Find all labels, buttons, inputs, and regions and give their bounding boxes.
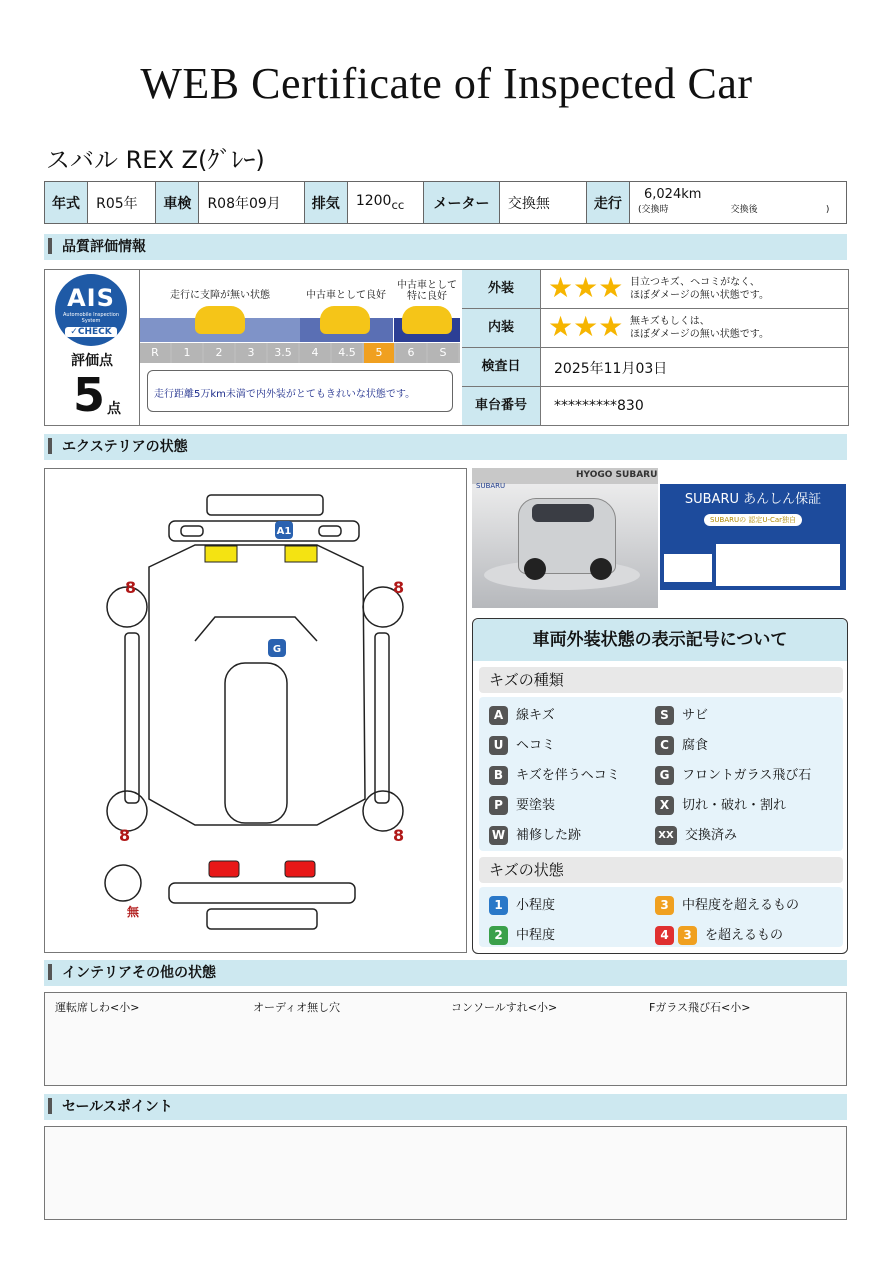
car-diagram-box xyxy=(44,468,467,953)
ais-logo: AIS Automobile Inspection System ✓CHECK xyxy=(55,274,127,346)
damage-kind-item xyxy=(489,764,620,785)
damage-kind-label: 交換済み xyxy=(685,828,738,843)
year-value: R05年 xyxy=(88,182,156,224)
exterior-section-header: エクステリアの状態 xyxy=(44,434,847,460)
damage-kind-label: 要塗装 xyxy=(516,798,556,813)
displacement-unit: cc xyxy=(391,197,405,212)
scale-step: 4.5 xyxy=(332,343,362,363)
legend-title: 車両外装状態の表示記号について xyxy=(473,619,847,661)
date-value: 2025年11月03日 xyxy=(554,361,668,377)
damage-kind-item xyxy=(655,794,786,815)
damage-kind-code: XX xyxy=(655,826,677,845)
legend-box xyxy=(472,618,848,954)
inspection-label: 車検 xyxy=(156,182,199,224)
interior-note: オーディオ無し穴 xyxy=(253,1001,341,1014)
damage-kind-item xyxy=(489,794,555,815)
photo-logo: SUBARU xyxy=(476,482,506,490)
quality-box xyxy=(44,269,849,426)
damage-state-label: 小程度 xyxy=(516,898,556,913)
after-swap: 交換後 xyxy=(730,205,758,215)
scale-step: 3.5 xyxy=(268,343,298,363)
mileage-value: 6,024km (交換時 交換後 ) xyxy=(630,182,847,224)
damage-kind-item xyxy=(655,824,737,845)
car-illustration xyxy=(195,306,245,334)
state-title: キズの状態 xyxy=(479,857,843,883)
interior-note: 運転席しわ<小> xyxy=(55,1001,140,1014)
chassis-value: *********830 xyxy=(554,398,644,414)
damage-kind-label: フロントガラス飛び石 xyxy=(682,768,812,783)
score-scale xyxy=(140,343,460,363)
damage-kind-label: ヘコミ xyxy=(516,738,556,753)
scale-step: R xyxy=(140,343,170,363)
tire-rl: 8 xyxy=(119,826,131,845)
page-title: WEB Certificate of Inspected Car xyxy=(140,59,753,108)
interior-stars: ★★★ xyxy=(548,310,624,343)
damage-kind-code: S xyxy=(655,706,674,725)
damage-kind-item xyxy=(655,764,811,785)
score-unit: 点 xyxy=(107,401,121,417)
damage-kind-item xyxy=(655,704,708,725)
damage-kind-code: A xyxy=(489,706,508,725)
damage-state-code: 3 xyxy=(655,896,674,915)
scale-step: 3 xyxy=(236,343,266,363)
inspection-value: R08年09月 xyxy=(199,182,304,224)
score-label: 評価点 xyxy=(71,353,113,369)
damage-kind-code: X xyxy=(655,796,674,815)
damage-kind-label: 補修した跡 xyxy=(516,828,582,843)
interior-box xyxy=(44,992,847,1086)
damage-state-item xyxy=(655,924,783,945)
photo-brand: HYOGO SUBARU xyxy=(576,470,658,480)
displacement-label: 排気 xyxy=(304,182,347,224)
anshin-badge: SUBARUの 認定U-Car独自 xyxy=(704,514,802,526)
kind-title: キズの種類 xyxy=(479,667,843,693)
chassis-label: 車台番号 xyxy=(462,387,541,425)
car-diagram xyxy=(45,469,466,952)
damage-kind-label: キズを伴うヘコミ xyxy=(516,768,620,783)
damage-kind-label: 腐食 xyxy=(682,738,709,753)
damage-state-code: 2 xyxy=(489,926,508,945)
mark-a1-text: A1 xyxy=(276,526,292,537)
score-value: 5 xyxy=(73,368,106,422)
interior-desc: 無キズもしくは、 ほぼダメージの無い状態です。 xyxy=(630,316,769,340)
car-illustration xyxy=(402,306,452,334)
date-label: 検査日 xyxy=(462,348,541,387)
band-very-good: 中古車として特に良好 xyxy=(397,280,457,302)
damage-state-item xyxy=(655,894,799,915)
damage-kind-item xyxy=(655,734,708,755)
scale-step: 1 xyxy=(172,343,202,363)
damage-kind-code: C xyxy=(655,736,674,755)
exterior-stars: ★★★ xyxy=(548,271,624,304)
damage-state-item xyxy=(489,894,555,915)
exterior-label: 外装 xyxy=(462,270,541,309)
rating-table xyxy=(462,270,848,425)
damage-state-item xyxy=(489,924,555,945)
scale-step: 6 xyxy=(396,343,426,363)
spare-tire: 無 xyxy=(127,905,140,919)
mileage-km: 6,024km xyxy=(644,187,702,202)
damage-kind-code: G xyxy=(655,766,674,785)
damage-kind-code: P xyxy=(489,796,508,815)
band-normal: 走行に支障が無い状態 xyxy=(170,290,270,301)
damage-kind-label: サビ xyxy=(682,708,709,723)
damage-kind-item xyxy=(489,824,581,845)
damage-kind-label: 線キズ xyxy=(516,708,555,723)
score-comment: 走行距離5万km未満で内外装がとてもきれいな状態です。 xyxy=(147,370,453,412)
interior-label: 内装 xyxy=(462,309,541,348)
car-photo xyxy=(472,468,658,608)
exterior-desc: 目立つキズ、ヘコミがなく、 ほぼダメージの無い状態です。 xyxy=(630,277,769,301)
swap-time: (交換時 xyxy=(638,205,669,215)
meter-value: 交換無 xyxy=(499,182,586,224)
car-name: スバル REX Z(ｸﾞﾚｰ) xyxy=(46,146,265,174)
mark-g-text: G xyxy=(272,644,282,655)
scale-step: 4 xyxy=(300,343,330,363)
damage-state-label: 中程度 xyxy=(516,928,556,943)
year-label: 年式 xyxy=(45,182,88,224)
damage-state-code: 1 xyxy=(489,896,508,915)
scale-step: 2 xyxy=(204,343,234,363)
damage-kind-code: B xyxy=(489,766,508,785)
damage-kind-item xyxy=(489,704,555,725)
mileage-label: 走行 xyxy=(586,182,629,224)
meter-label: メーター xyxy=(424,182,500,224)
scale-panel xyxy=(140,270,460,425)
sales-box xyxy=(44,1126,847,1220)
anshin-banner xyxy=(660,484,846,590)
damage-kind-label: 切れ・破れ・割れ xyxy=(682,798,787,813)
anshin-title: SUBARU あんしん保証 xyxy=(684,492,822,507)
scale-step: S xyxy=(428,343,458,363)
car-illustration xyxy=(320,306,370,334)
interior-note: Fガラス飛び石<小> xyxy=(649,1001,751,1014)
tire-fr: 8 xyxy=(393,578,405,597)
damage-kind-code: W xyxy=(489,826,508,845)
displacement-value: $1200_{cc}$ xyxy=(347,182,423,224)
quality-section-header: 品質評価情報 xyxy=(44,234,847,260)
damage-state-code: 3 xyxy=(678,926,697,945)
ais-panel xyxy=(45,270,140,425)
interior-note: コンソールすれ<小> xyxy=(451,1001,558,1014)
damage-kind-code: U xyxy=(489,736,508,755)
tire-rr: 8 xyxy=(393,826,405,845)
damage-state-code: 4 xyxy=(655,926,674,945)
damage-state-label: 中程度を超えるもの xyxy=(682,898,800,913)
sales-section-header: セールスポイント xyxy=(44,1094,847,1120)
tire-fl: 8 xyxy=(125,578,137,597)
interior-section-header: インテリアその他の状態 xyxy=(44,960,847,986)
band-good: 中古車として良好 xyxy=(306,290,386,301)
damage-state-label: を超えるもの xyxy=(705,928,784,943)
spec-table xyxy=(44,181,847,224)
scale-step: 5 xyxy=(364,343,394,363)
damage-kind-item xyxy=(489,734,555,755)
